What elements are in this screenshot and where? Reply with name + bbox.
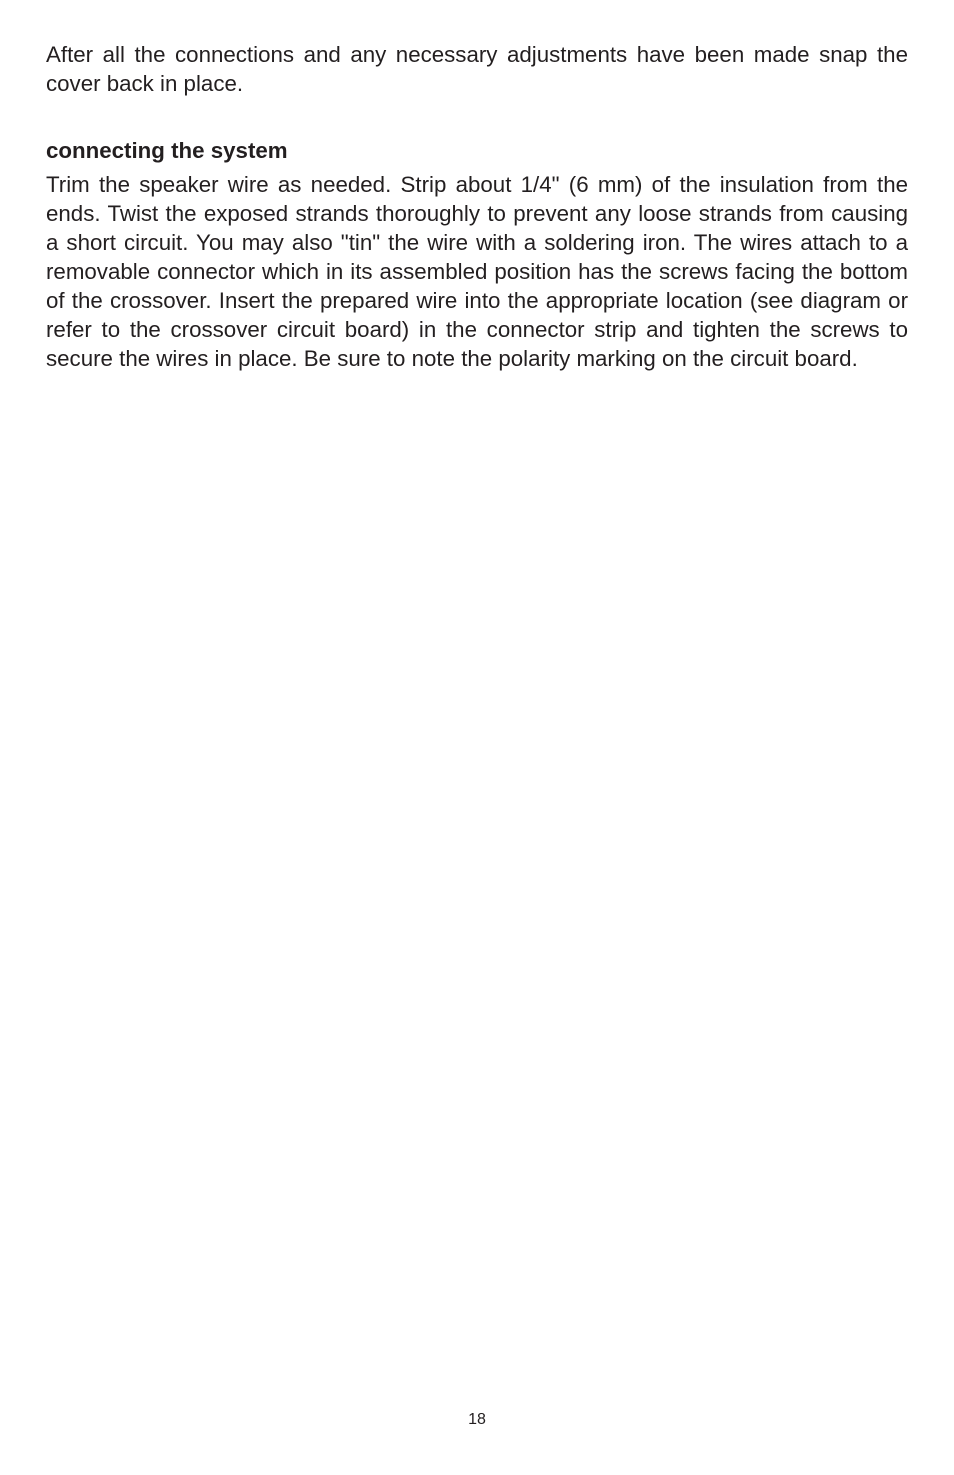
page-content bbox=[46, 40, 908, 373]
section-heading: connecting the system bbox=[46, 138, 288, 163]
intro-paragraph: After all the connections and any necessary adjustments have been made snap the cover back in place. bbox=[46, 42, 908, 96]
page-number: 18 bbox=[468, 1411, 486, 1428]
section-body-paragraph: Trim the speaker wire as needed. Strip about 1/4" (6 mm) of the insulation from the ends. Twist the exposed strands thoroughly to prevent any loose strands from causing a short circuit. You may also "tin" the wire with a soldering iron. The wires attach to a removable connector which in its assembled position has the screws facing the bottom of the crossover. Insert the prepared wire into the appropriate location (see diagram or refer to the crossover circuit board) in the connector strip and tighten the screws to secure the wires in place. Be sure to note the polarity marking on the circuit board. bbox=[46, 172, 908, 371]
